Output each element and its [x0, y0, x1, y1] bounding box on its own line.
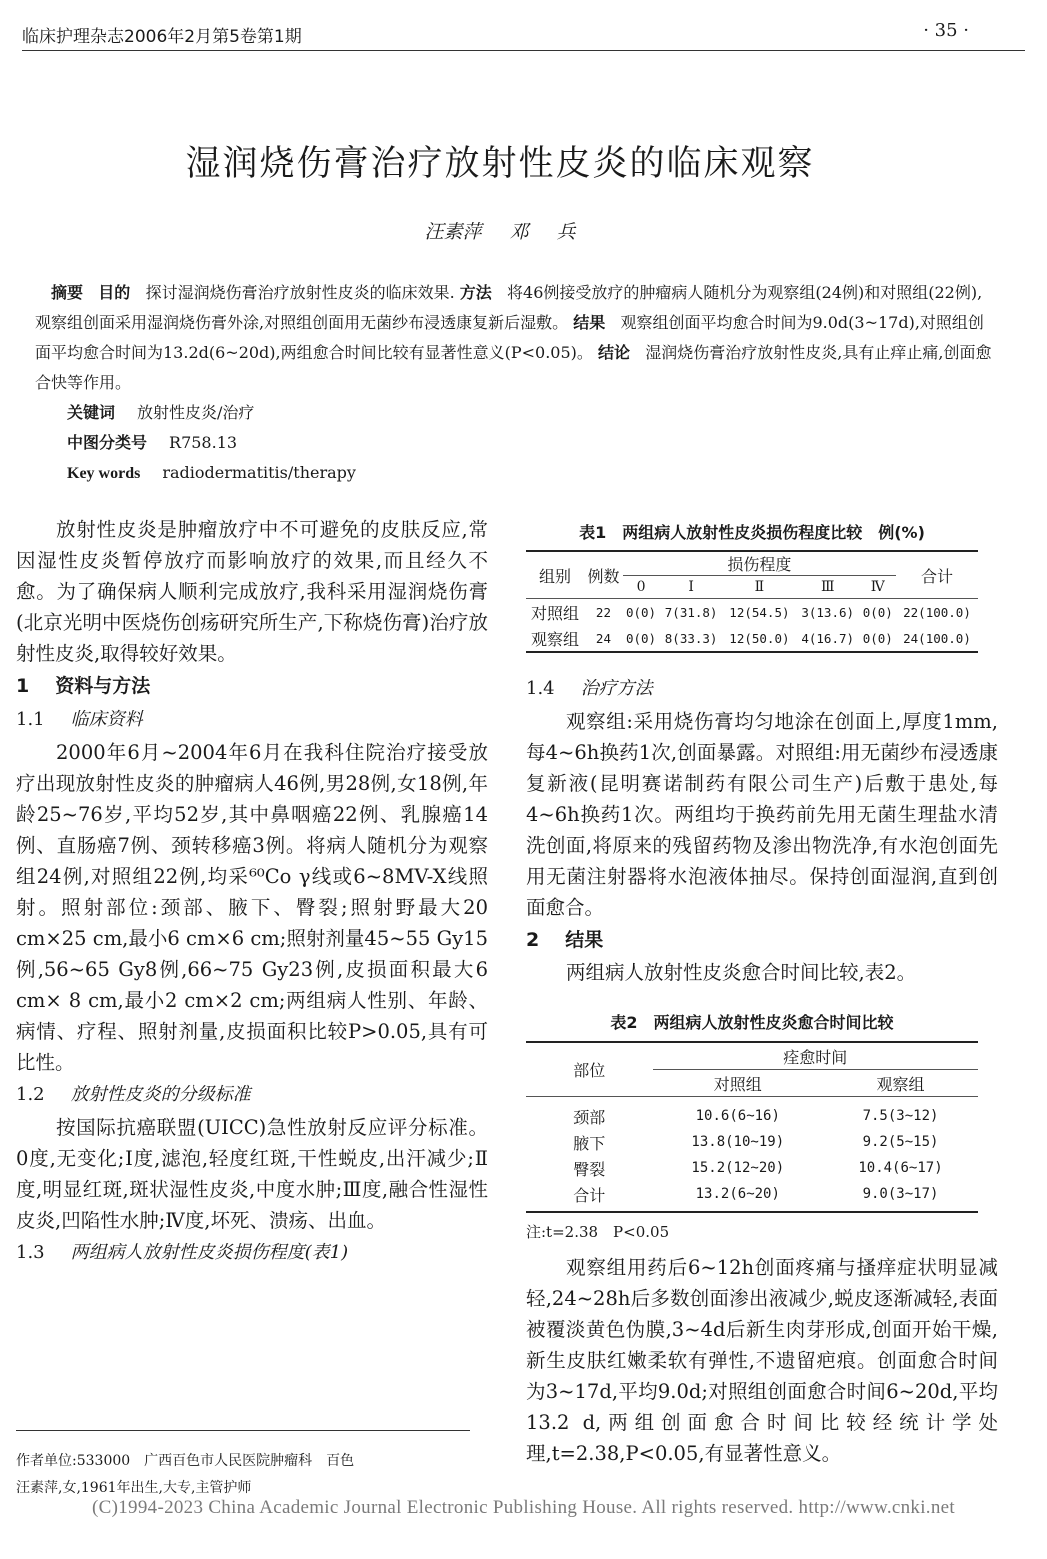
- results-label: 结果: [573, 313, 606, 332]
- authors: 汪素萍 邓 兵: [424, 221, 576, 243]
- section-number: 1.2: [16, 1084, 45, 1105]
- grade-cell: 3(13.6): [801, 604, 855, 620]
- col-group: 组别: [526, 551, 584, 599]
- grade-header: Ⅱ: [723, 576, 796, 599]
- header-rule: [22, 50, 1025, 51]
- observation-cell: 7.5(3~12): [862, 1108, 939, 1124]
- copyright-watermark: (C)1994-2023 China Academic Journal Electronic Publishing House. All rights reserved. http://www.cnki.net: [92, 1497, 955, 1518]
- observation-cell: 10.4(6~17): [858, 1160, 943, 1176]
- section-number: 2: [526, 929, 540, 951]
- col-control: 对照组: [653, 1070, 823, 1097]
- intro-paragraph: 放射性皮炎是肿瘤放疗中不可避免的皮肤反应,常因湿性皮炎暂停放疗而影响放疗的效果,而且经久不愈。为了确保病人顺利完成放疗,我科采用湿润烧伤膏(北京光明中医烧伤创疡研究所生产,下称烧伤膏)治疗放射性皮炎,取得较好效果。: [16, 518, 488, 665]
- grade-cell: 4(16.7): [801, 630, 855, 646]
- site-cell: 臀裂: [573, 1159, 606, 1179]
- group-cell: 对照组: [531, 603, 580, 623]
- grade-header: 0: [623, 576, 659, 599]
- section-number: 1: [16, 675, 30, 697]
- count-cell: 24: [595, 630, 611, 646]
- total-cell: 24(100.0): [903, 630, 971, 646]
- footnote-rule: [16, 1430, 470, 1431]
- conclusion-label: 结论: [598, 343, 631, 362]
- grade-header: Ⅲ: [796, 576, 860, 599]
- grade-cell: 0(0): [625, 630, 657, 646]
- section-title: 资料与方法: [55, 675, 151, 697]
- grade-header: Ⅰ: [659, 576, 723, 599]
- section-2-heading: [526, 923, 998, 957]
- keywords-en-line: [35, 458, 998, 489]
- results-paragraph: 观察组用药后6~12h创面疼痛与搔痒症状明显减轻,24~28h后多数创面渗出液减少,蜕皮逐渐减轻,表面被覆淡黄色伪膜,3~4d后新生肉芽形成,创面开始干燥,新生皮肤红嫩柔软有弹性,不遗留疤痕。创面愈合时间为3~17d,平均9.0d;对照组创面愈合时间6~20d,平均13.2 d,两组创面愈合时间比较经统计学处理,t=2.38,P<0.05,有显著性意义。: [526, 1256, 998, 1465]
- control-cell: 15.2(12~20): [691, 1160, 785, 1176]
- left-column: [16, 514, 488, 1270]
- table-row: [526, 1155, 978, 1181]
- author-affiliation: 作者单位:533000 广西百色市人民医院肿瘤科 百色: [16, 1453, 355, 1469]
- grade-header: Ⅳ: [860, 576, 896, 599]
- site-cell: 颈部: [573, 1107, 606, 1127]
- control-cell: 10.6(6~16): [695, 1108, 780, 1124]
- col-healing-time: 痊愈时间: [653, 1042, 978, 1070]
- section-1-4-heading: [526, 672, 998, 706]
- objective-label: 目的: [98, 283, 131, 302]
- clc-label: 中图分类号: [67, 433, 148, 452]
- section-1-heading: [16, 669, 488, 703]
- clinical-data-paragraph: 2000年6月~2004年6月在我科住院治疗接受放疗出现放射性皮炎的肿瘤病人46例,男28例,女18例,年龄25~76岁,平均52岁,其中鼻咽癌22例、乳腺癌14例、直肠癌7例、颈转移癌3例。将病人随机分为观察组24例,对照组22例,均采⁶⁰Co γ线或6~8MV-X线照射。照射部位:颈部、腋下、臀裂;照射野最大20 cm×25 cm,最小6 cm×6 cm;照射剂量45~55 Gy15例,56~65 Gy8例,66~75 Gy23例,皮损面积最大6 cm× 8 cm,最小2 cm×2 cm;两组病人性别、年龄、病情、疗程、照射剂量,皮损面积比较P>0.05,具有可比性。: [16, 741, 488, 1074]
- grade-cell: 0(0): [625, 604, 657, 620]
- table-row: [526, 1181, 978, 1212]
- col-total: 合计: [896, 551, 978, 599]
- abstract-paragraph: [35, 278, 998, 398]
- grade-cell: 0(0): [862, 630, 893, 646]
- keywords-en-label: Key words: [67, 465, 141, 482]
- grading-paragraph: 按国际抗癌联盟(UICC)急性放射反应评分标准。0度,无变化;Ⅰ度,滤泡,轻度红斑,干性蜕皮,出汗减少;Ⅱ度,明显红斑,斑状湿性皮炎,中度水肿;Ⅲ度,融合性湿性皮炎,凹陷性水肿;Ⅳ度,坏死、溃疡、出血。: [16, 1116, 488, 1232]
- grade-cell: 8(33.3): [664, 630, 718, 646]
- table-row: [526, 1097, 978, 1130]
- clc-line: [35, 428, 998, 458]
- col-site: 部位: [526, 1042, 653, 1097]
- right-column-continued: [526, 1252, 998, 1469]
- keywords-line: [35, 398, 998, 428]
- results-text: 观察组创面平均愈合时间为9.0d(3~17d),对照组创面平均愈合时间为13.2d(6~20d),两组愈合时间比较有显著性意义(P<0.05)。: [35, 313, 984, 362]
- keywords-value: 放射性皮炎/治疗: [137, 403, 255, 422]
- table-row: [526, 625, 978, 652]
- grade-cell: 12(50.0): [729, 630, 790, 646]
- table-2: [526, 1041, 978, 1213]
- right-column: [526, 672, 998, 988]
- results-intro: 两组病人放射性皮炎愈合时间比较,表2。: [566, 961, 917, 984]
- col-degree: 损伤程度: [623, 551, 896, 576]
- keywords-en-value: radiodermatitis/therapy: [162, 463, 356, 482]
- table-row: [526, 1129, 978, 1155]
- section-title: 两组病人放射性皮炎损伤程度(表1): [70, 1242, 349, 1263]
- article-title: 湿润烧伤膏治疗放射性皮炎的临床观察: [185, 144, 815, 184]
- methods-label: 方法: [459, 283, 492, 302]
- journal-header: 临床护理杂志2006年2月第5卷第1期: [22, 27, 302, 47]
- control-cell: 13.2(6~20): [695, 1186, 780, 1202]
- col-count: 例数: [584, 551, 623, 599]
- observation-cell: 9.0(3~17): [862, 1186, 939, 1202]
- observation-cell: 9.2(5~15): [862, 1134, 939, 1150]
- conclusion-text: 湿润烧伤膏治疗放射性皮炎,具有止痒止痛,创面愈合快等作用。: [35, 343, 992, 392]
- abstract: [35, 278, 998, 489]
- section-title: 结果: [565, 929, 604, 951]
- section-title: 临床资料: [70, 709, 143, 730]
- site-cell: 腋下: [573, 1133, 606, 1153]
- section-title: 治疗方法: [580, 678, 653, 699]
- section-number: 1.3: [16, 1242, 45, 1263]
- col-observation: 观察组: [823, 1070, 978, 1097]
- count-cell: 22: [595, 604, 611, 620]
- methods-text: 将46例接受放疗的肿瘤病人随机分为观察组(24例)和对照组(22例),观察组创面采用湿润烧伤膏外涂,对照组创面用无菌纱布浸透康复新后湿敷。: [35, 283, 983, 332]
- keywords-label: 关键词: [67, 403, 116, 422]
- grade-cell: 0(0): [862, 604, 893, 620]
- grade-cell: 7(31.8): [664, 604, 718, 620]
- table-2-note: 注:t=2.38 P<0.05: [526, 1223, 670, 1241]
- page-number: · 35 ·: [923, 20, 969, 41]
- clc-value: R758.13: [169, 433, 238, 452]
- section-number: 1.1: [16, 709, 45, 730]
- table-1: [526, 550, 978, 653]
- total-cell: 22(100.0): [903, 604, 971, 620]
- table-1-caption: 表1 两组病人放射性皮炎损伤程度比较 例(%): [579, 523, 925, 542]
- objective-text: 探讨湿润烧伤膏治疗放射性皮炎的临床效果.: [145, 283, 455, 302]
- section-number: 1.4: [526, 678, 555, 699]
- group-cell: 观察组: [531, 629, 580, 649]
- table-2-caption: 表2 两组病人放射性皮炎愈合时间比较: [610, 1013, 894, 1032]
- control-cell: 13.8(10~19): [691, 1134, 785, 1150]
- site-cell: 合计: [573, 1185, 606, 1205]
- section-1-2-heading: [16, 1078, 488, 1112]
- grade-cell: 12(54.5): [729, 604, 790, 620]
- author-info: 汪素萍,女,1961年出生,大专,主管护师: [16, 1480, 252, 1496]
- section-1-3-heading: [16, 1236, 488, 1270]
- treatment-paragraph: 观察组:采用烧伤膏均匀地涂在创面上,厚度1mm,每4~6h换药1次,创面暴露。对照组:用无菌纱布浸透康复新液(昆明赛诺制药有限公司生产)后敷于患处,每4~6h换药1次。两组均于换药前先用无菌生理盐水清洗创面,将原来的残留药物及渗出物洗净,有水泡创面先用无菌注射器将水泡液体抽尽。保持创面湿润,直到创面愈合。: [526, 710, 998, 919]
- section-title: 放射性皮炎的分级标准: [70, 1084, 251, 1105]
- abstract-label: 摘要: [51, 283, 84, 302]
- table-row: [526, 599, 978, 626]
- section-1-1-heading: [16, 703, 488, 737]
